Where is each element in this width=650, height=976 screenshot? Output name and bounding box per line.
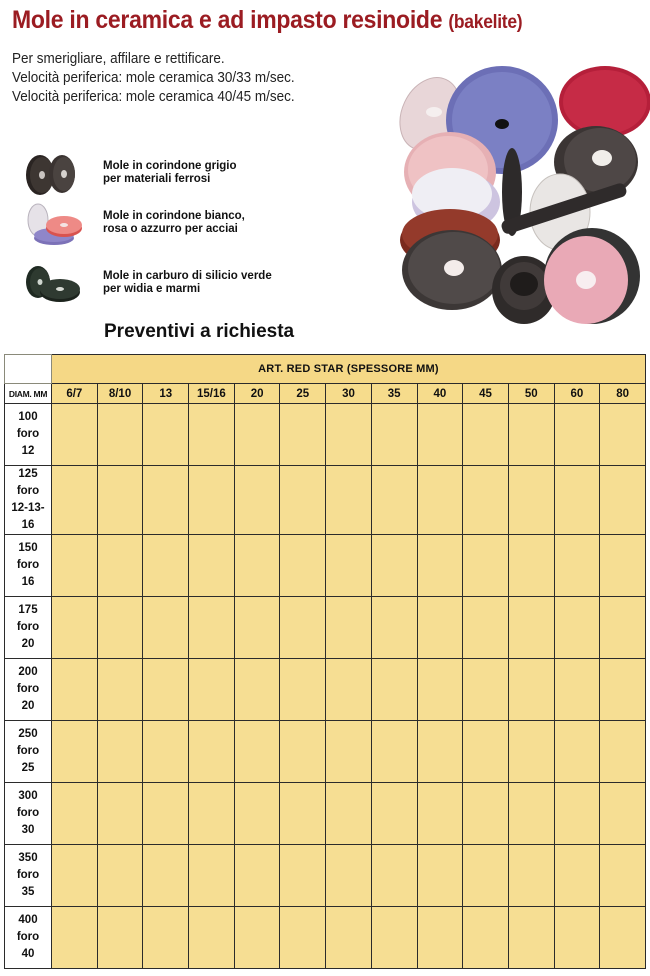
table-cell bbox=[326, 907, 372, 969]
table-cell bbox=[463, 466, 509, 535]
size-table-wrapper bbox=[4, 354, 646, 969]
row-label bbox=[5, 659, 52, 721]
row-label-diam: 350 bbox=[18, 852, 38, 864]
quote-note: Preventivi a richiesta bbox=[104, 321, 295, 342]
table-cell bbox=[463, 845, 509, 907]
table-cell bbox=[280, 845, 326, 907]
table-cell bbox=[189, 535, 235, 597]
row-label bbox=[5, 597, 52, 659]
table-cell bbox=[600, 404, 646, 466]
table-cell bbox=[600, 845, 646, 907]
table-cell bbox=[280, 783, 326, 845]
thickness-header: 15/16 bbox=[189, 384, 235, 404]
table-cell bbox=[280, 535, 326, 597]
table-cell bbox=[189, 597, 235, 659]
table-cell bbox=[234, 404, 280, 466]
thickness-header: 80 bbox=[600, 384, 646, 404]
product-line: per widia e marmi bbox=[103, 283, 201, 295]
table-cell bbox=[417, 907, 463, 969]
row-label bbox=[5, 845, 52, 907]
row-label-foro: foro bbox=[16, 559, 40, 571]
table-cell bbox=[463, 659, 509, 721]
table-cell bbox=[189, 721, 235, 783]
row-label bbox=[5, 783, 52, 845]
row-label-diam: 150 bbox=[18, 542, 38, 554]
table-cell bbox=[234, 597, 280, 659]
table-cell bbox=[554, 535, 600, 597]
table-group-header-row bbox=[5, 355, 646, 384]
row-label-diam: 175 bbox=[18, 604, 38, 616]
table-cell bbox=[508, 907, 554, 969]
table-cell bbox=[143, 783, 189, 845]
table-cell bbox=[52, 783, 98, 845]
table-cell bbox=[143, 845, 189, 907]
description-line: Velocità periferica: mole ceramica 30/33 m/sec. bbox=[12, 70, 295, 86]
table-cell bbox=[143, 597, 189, 659]
table-cell bbox=[97, 466, 143, 535]
row-label-hole: 20 bbox=[21, 700, 35, 712]
table-cell bbox=[52, 404, 98, 466]
product-green bbox=[20, 262, 360, 310]
table-cell bbox=[326, 721, 372, 783]
row-label-hole: 40 bbox=[21, 948, 35, 960]
row-label-diam: 400 bbox=[18, 914, 38, 926]
table-cell bbox=[371, 783, 417, 845]
row-label-foro: foro bbox=[16, 683, 40, 695]
table-cell bbox=[326, 597, 372, 659]
table-cell bbox=[417, 783, 463, 845]
thickness-header: 6/7 bbox=[52, 384, 98, 404]
table-cell bbox=[600, 721, 646, 783]
table-cell bbox=[554, 721, 600, 783]
table-cell bbox=[371, 721, 417, 783]
description bbox=[12, 50, 295, 107]
table-cell bbox=[52, 597, 98, 659]
table-cell bbox=[417, 404, 463, 466]
table-cell bbox=[97, 535, 143, 597]
thickness-header: 40 bbox=[417, 384, 463, 404]
product-text bbox=[103, 210, 245, 236]
table-cell bbox=[189, 659, 235, 721]
table-cell bbox=[417, 845, 463, 907]
row-label-hole: 16 bbox=[21, 576, 35, 588]
table-cell bbox=[554, 404, 600, 466]
row-label bbox=[5, 466, 52, 535]
row-label bbox=[5, 535, 52, 597]
table-row bbox=[5, 783, 646, 845]
table-cell bbox=[554, 783, 600, 845]
product-line: Mole in corindone bianco, bbox=[103, 210, 245, 222]
row-label-foro: foro bbox=[16, 485, 40, 497]
product-white-pink-blue bbox=[20, 202, 360, 250]
table-cell bbox=[189, 783, 235, 845]
product-line: Mole in carburo di silicio verde bbox=[103, 270, 272, 282]
table-cell bbox=[417, 466, 463, 535]
table-cell bbox=[234, 907, 280, 969]
row-label-hole: 25 bbox=[21, 762, 35, 774]
table-row bbox=[5, 404, 646, 466]
table-cell bbox=[143, 659, 189, 721]
table-cell bbox=[97, 597, 143, 659]
table-cell bbox=[52, 659, 98, 721]
table-cell bbox=[189, 466, 235, 535]
table-cell bbox=[326, 783, 372, 845]
table-cell bbox=[463, 404, 509, 466]
description-line: Velocità periferica: mole ceramica 40/45 m/sec. bbox=[12, 89, 295, 105]
table-cell bbox=[463, 907, 509, 969]
table-cell bbox=[97, 721, 143, 783]
row-label-diam: 125 bbox=[18, 468, 38, 480]
table-row bbox=[5, 466, 646, 535]
table-cell bbox=[143, 907, 189, 969]
row-label-foro: foro bbox=[16, 428, 40, 440]
table-cell bbox=[371, 597, 417, 659]
table-cell bbox=[554, 597, 600, 659]
table-row bbox=[5, 597, 646, 659]
table-cell bbox=[417, 659, 463, 721]
row-label bbox=[5, 404, 52, 466]
table-cell bbox=[600, 783, 646, 845]
table-cell bbox=[554, 466, 600, 535]
product-grey bbox=[20, 152, 360, 200]
thickness-header: 25 bbox=[280, 384, 326, 404]
table-cell bbox=[52, 907, 98, 969]
thickness-header: 8/10 bbox=[97, 384, 143, 404]
table-row bbox=[5, 845, 646, 907]
table-cell bbox=[189, 845, 235, 907]
table-cell bbox=[189, 404, 235, 466]
row-label bbox=[5, 721, 52, 783]
table-row bbox=[5, 535, 646, 597]
table-cell bbox=[554, 659, 600, 721]
table-cell bbox=[600, 907, 646, 969]
table-cell bbox=[234, 721, 280, 783]
table-cell bbox=[371, 845, 417, 907]
table-corner bbox=[5, 355, 52, 384]
table-cell bbox=[280, 466, 326, 535]
row-label-hole: 12-13-16 bbox=[11, 502, 45, 531]
table-cell bbox=[508, 535, 554, 597]
table-cell bbox=[234, 466, 280, 535]
thickness-header: 45 bbox=[463, 384, 509, 404]
diam-header: DIAM. MM bbox=[5, 384, 52, 404]
thickness-header: 35 bbox=[371, 384, 417, 404]
green-wheels-icon bbox=[20, 262, 84, 308]
product-line: Mole in corindone grigio bbox=[103, 160, 237, 172]
table-row bbox=[5, 721, 646, 783]
table-cell bbox=[508, 659, 554, 721]
table-cell bbox=[326, 466, 372, 535]
table-cell bbox=[52, 721, 98, 783]
product-text bbox=[103, 270, 272, 296]
table-cell bbox=[234, 659, 280, 721]
row-label-foro: foro bbox=[16, 621, 40, 633]
title-main: Mole in ceramica e ad impasto resinoide bbox=[12, 6, 443, 34]
table-cell bbox=[600, 597, 646, 659]
table-cell bbox=[280, 721, 326, 783]
table-cell bbox=[143, 404, 189, 466]
table-cell bbox=[143, 721, 189, 783]
table-cell bbox=[508, 845, 554, 907]
thickness-header: 30 bbox=[326, 384, 372, 404]
table-cell bbox=[280, 404, 326, 466]
table-cell bbox=[508, 783, 554, 845]
table-cell bbox=[97, 404, 143, 466]
table-cell bbox=[326, 845, 372, 907]
row-label-foro: foro bbox=[16, 869, 40, 881]
table-cell bbox=[143, 535, 189, 597]
table-cell bbox=[463, 721, 509, 783]
table-cell bbox=[508, 597, 554, 659]
table-cell bbox=[280, 597, 326, 659]
product-line: rosa o azzurro per acciai bbox=[103, 223, 238, 235]
table-cell bbox=[234, 845, 280, 907]
table-row bbox=[5, 659, 646, 721]
table-cell bbox=[463, 783, 509, 845]
table-cell bbox=[417, 721, 463, 783]
table-cell bbox=[52, 466, 98, 535]
table-cell bbox=[97, 783, 143, 845]
table-cell bbox=[52, 535, 98, 597]
product-text bbox=[103, 160, 237, 186]
table-cell bbox=[371, 659, 417, 721]
row-label-hole: 30 bbox=[21, 824, 35, 836]
thickness-header: 13 bbox=[143, 384, 189, 404]
row-label-hole: 20 bbox=[21, 638, 35, 650]
thickness-header: 60 bbox=[554, 384, 600, 404]
row-label bbox=[5, 907, 52, 969]
group-header: ART. RED STAR (SPESSORE MM) bbox=[52, 355, 646, 384]
row-label-diam: 100 bbox=[18, 411, 38, 423]
title-suffix: (bakelite) bbox=[448, 12, 523, 33]
table-cell bbox=[463, 597, 509, 659]
table-row bbox=[5, 907, 646, 969]
table-cell bbox=[97, 845, 143, 907]
table-cell bbox=[234, 535, 280, 597]
table-cell bbox=[463, 535, 509, 597]
white-pink-blue-wheels-icon bbox=[20, 202, 84, 248]
grey-wheels-icon bbox=[20, 152, 84, 198]
table-cell bbox=[554, 907, 600, 969]
table-cell bbox=[417, 535, 463, 597]
table-cell bbox=[326, 535, 372, 597]
row-label-foro: foro bbox=[16, 807, 40, 819]
thickness-header: 50 bbox=[508, 384, 554, 404]
table-cell bbox=[52, 845, 98, 907]
table-cell bbox=[508, 404, 554, 466]
table-cell bbox=[326, 659, 372, 721]
row-label-diam: 300 bbox=[18, 790, 38, 802]
table-cell bbox=[234, 783, 280, 845]
description-line: Per smerigliare, affilare e rettificare. bbox=[12, 51, 225, 67]
table-cell bbox=[371, 404, 417, 466]
table-cell bbox=[143, 466, 189, 535]
product-line: per materiali ferrosi bbox=[103, 173, 211, 185]
table-cell bbox=[508, 721, 554, 783]
table-cell bbox=[417, 597, 463, 659]
table-cell bbox=[280, 907, 326, 969]
table-cell bbox=[371, 466, 417, 535]
table-cell bbox=[508, 466, 554, 535]
table-cell bbox=[371, 907, 417, 969]
row-label-foro: foro bbox=[16, 745, 40, 757]
row-label-hole: 12 bbox=[21, 445, 35, 457]
table-cell bbox=[600, 535, 646, 597]
table-header-row bbox=[5, 384, 646, 404]
table-cell bbox=[600, 466, 646, 535]
row-label-diam: 200 bbox=[18, 666, 38, 678]
table-cell bbox=[97, 907, 143, 969]
thickness-header: 20 bbox=[234, 384, 280, 404]
page-title bbox=[12, 6, 522, 35]
table-cell bbox=[371, 535, 417, 597]
table-cell bbox=[97, 659, 143, 721]
row-label-diam: 250 bbox=[18, 728, 38, 740]
grinding-wheels-photo bbox=[390, 62, 650, 332]
table-cell bbox=[189, 907, 235, 969]
row-label-foro: foro bbox=[16, 931, 40, 943]
table-cell bbox=[554, 845, 600, 907]
row-label-hole: 35 bbox=[21, 886, 35, 898]
table-cell bbox=[326, 404, 372, 466]
size-table bbox=[4, 354, 646, 969]
table-cell bbox=[280, 659, 326, 721]
table-cell bbox=[600, 659, 646, 721]
